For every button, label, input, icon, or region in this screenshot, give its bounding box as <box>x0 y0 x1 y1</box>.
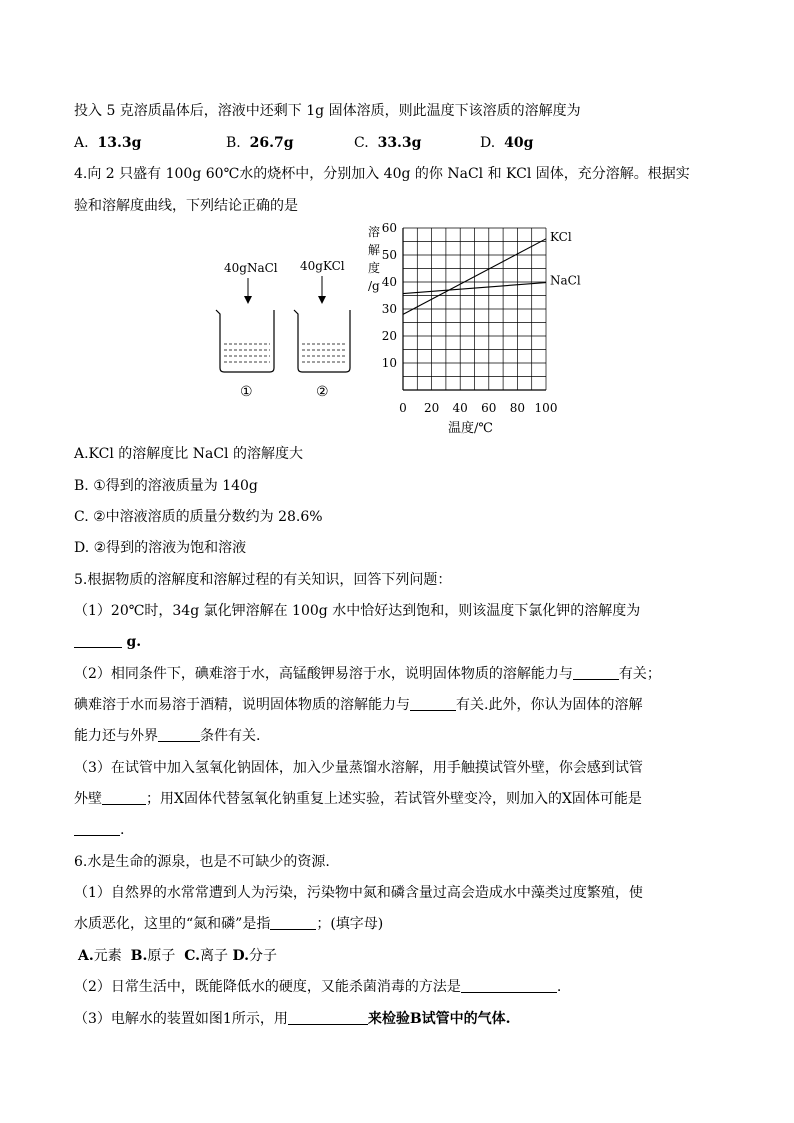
answer-blank[interactable] <box>288 1010 368 1025</box>
answer-blank[interactable] <box>270 915 316 930</box>
answer-blank[interactable] <box>410 696 456 711</box>
chart-grid <box>403 228 546 390</box>
y-tick-label: 20 <box>381 329 397 343</box>
y-axis-label-char: 解 <box>368 243 381 257</box>
x-axis-label: 温度/℃ <box>448 421 493 436</box>
y-axis-label-char: /g <box>368 279 380 293</box>
y-tick-label: 60 <box>381 221 397 235</box>
q4-option-d: D. ②得到的溶液为饱和溶液 <box>74 540 247 556</box>
solubility-chart <box>360 218 600 440</box>
x-tick-label: 20 <box>423 401 440 415</box>
q5-part3-line3: . <box>74 820 124 840</box>
answer-blank[interactable] <box>573 665 619 680</box>
q4-option-c: C. ②中溶液溶质的质量分数约为 28.6% <box>74 509 323 525</box>
answer-blank[interactable] <box>74 821 120 836</box>
beaker-1 <box>216 310 274 372</box>
beaker-2-label: 40gKCl <box>300 259 345 273</box>
q5-part2-line1: （2）相同条件下，碘难溶于水，高锰酸钾易溶于水，说明固体物质的溶解能力与 有关； <box>74 666 661 682</box>
q5-part2-line2: 碘难溶于水而易溶于酒精，说明固体物质的溶解能力与 有关.此外，你认为固体的溶解 <box>74 697 643 713</box>
y-tick-label: 10 <box>381 356 397 370</box>
q6-part3: （3）电解水的装置如图1所示，用 来检验B试管中的气体. <box>74 1011 511 1027</box>
q5-part3-line1: （3）在试管中加入氢氧化钠固体，加入少量蒸馏水溶解，用手触摸试管外壁，你会感到试管 <box>74 760 643 776</box>
x-tick-label: 80 <box>509 401 526 415</box>
answer-blank[interactable] <box>74 633 122 648</box>
x-tick-label: 0 <box>399 401 407 415</box>
x-tick-label: 60 <box>481 401 497 415</box>
q5-part2-line3: 能力还与外界 条件有关. <box>74 728 261 744</box>
q6-stem: 6.水是生命的源泉，也是不可缺少的资源. <box>74 854 330 870</box>
y-tick-label: 50 <box>381 248 397 262</box>
answer-blank[interactable] <box>158 727 200 742</box>
answer-blank[interactable] <box>102 790 146 805</box>
q3-option-c: C. 33.3g <box>354 135 422 151</box>
series-label-kcl: KCl <box>550 229 572 244</box>
answer-blank[interactable] <box>461 978 557 993</box>
q5-part1-line2: g. <box>74 632 141 652</box>
beaker-1-label: 40gNaCl <box>224 261 278 275</box>
q3-option-b: B. 26.7g <box>226 135 294 151</box>
beaker-1-mark: ① <box>240 384 253 400</box>
q5-stem: 5.根据物质的溶解度和溶解过程的有关知识，回答下列问题： <box>74 572 452 588</box>
q5-part3-line2: 外壁 ；用X固体代替氢氧化钠重复上述实验，若试管外壁变冷，则加入的X固体可能是 <box>74 791 642 807</box>
series-label-nacl: NaCl <box>550 273 581 288</box>
beakers-figure <box>200 250 360 405</box>
q5-part1-line1: （1）20℃时，34g 氯化钾溶解在 100g 水中恰好达到饱和，则该温度下氯化钾的溶解度为 <box>74 603 641 619</box>
q4-option-a: A.KCl 的溶解度比 NaCl 的溶解度大 <box>74 446 303 462</box>
x-tick-label: 100 <box>534 401 558 415</box>
q4-option-b: B. ①得到的溶液质量为 140g <box>74 478 258 494</box>
y-axis-label-char: 度 <box>368 261 381 275</box>
q3-option-d: D. 40g <box>480 135 534 151</box>
y-tick-label: 30 <box>381 302 397 316</box>
q6-part1-line2: 水质恶化，这里的“氮和磷”是指 ；(填字母) <box>74 916 384 932</box>
q6-part1-options: A.元素 B.原子 C.离子 D.分子 <box>78 948 278 964</box>
q4-stem-line2: 验和溶解度曲线，下列结论正确的是 <box>74 198 298 214</box>
beaker-2-mark: ② <box>316 384 329 400</box>
y-tick-label: 40 <box>381 275 397 289</box>
q3-stem-tail: 投入 5 克溶质晶体后，溶液中还剩下 1g 固体溶质，则此温度下该溶质的溶解度为 <box>74 103 581 119</box>
y-axis-label-char: 溶 <box>368 225 381 239</box>
q4-stem-line1: 4.向 2 只盛有 100g 60℃水的烧杯中，分别加入 40g 的你 NaCl 和 KCl 固体，充分溶解。根据实 <box>74 166 690 182</box>
q3-option-a: A. 13.3g <box>74 135 142 151</box>
q6-part1-line1: （1）自然界的水常常遭到人为污染，污染物中氮和磷含量过高会造成水中藻类过度繁殖，使 <box>74 885 643 901</box>
x-tick-label: 40 <box>452 401 468 415</box>
beaker-2 <box>294 310 350 372</box>
q6-part2: （2）日常生活中，既能降低水的硬度，又能杀菌消毒的方法是 . <box>74 979 562 995</box>
